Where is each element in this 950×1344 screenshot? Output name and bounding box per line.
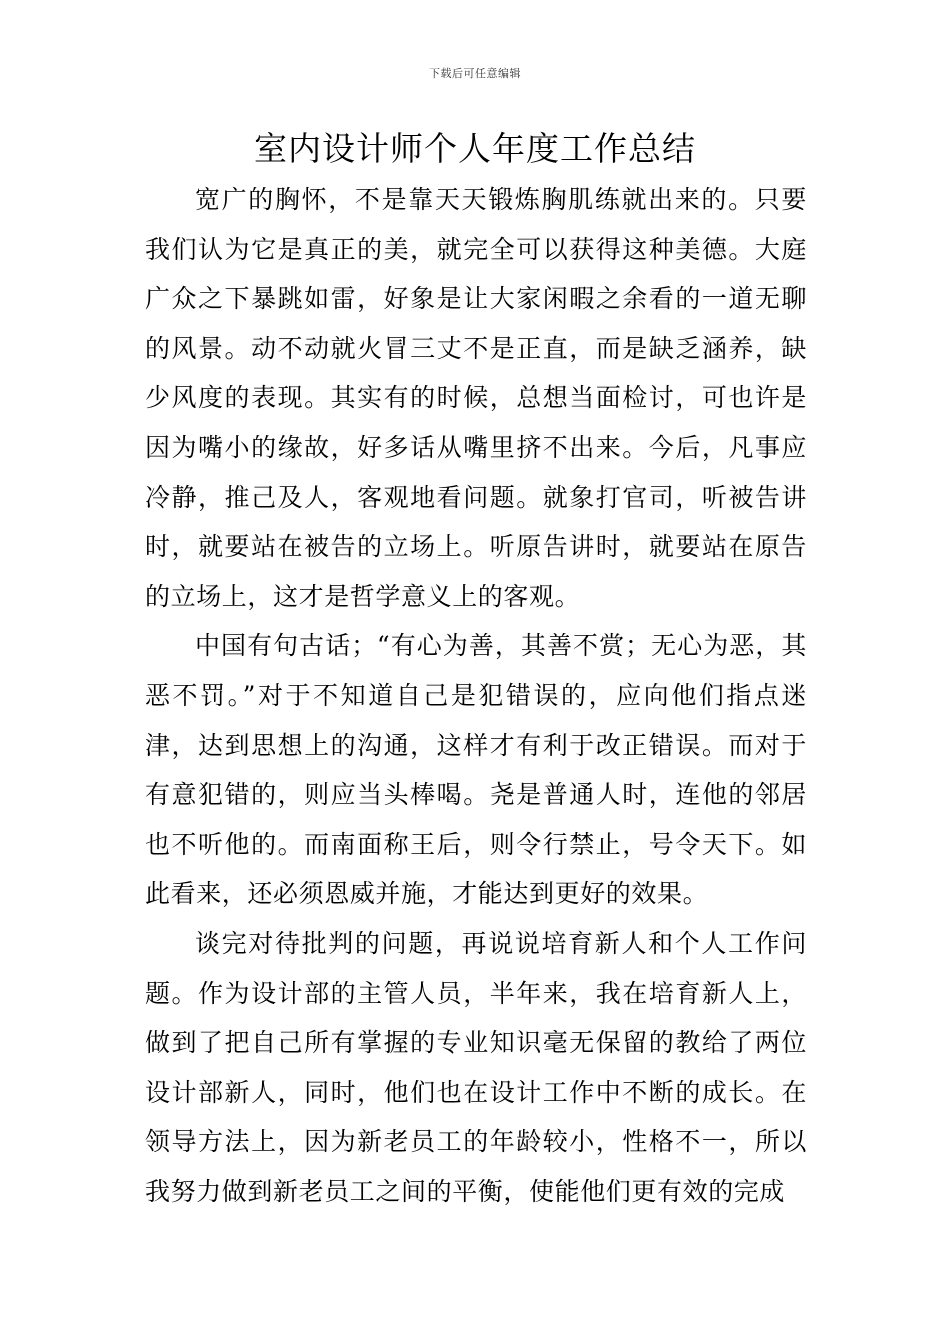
paragraph-2: 中国有句古话；“有心为善，其善不赏；无心为恶，其恶不罚。”对于不知道自己是犯错误的，应向他们指点迷津，达到思想上的沟通，这样才有利于改正错误。而对于有意犯错的，则应当头棒喝。尧是普通人时，连他的邻居也不听他的。而南面称王后，则令行禁止，号令天下。如此看来，还必须恩威并施，才能达到更好的效果。 xyxy=(145,631,807,909)
header-note: 下载后可任意编辑 xyxy=(429,67,521,80)
paragraph-3: 谈完对待批判的问题，再说说培育新人和个人工作问题。作为设计部的主管人员，半年来，我在培育新人上，做到了把自己所有掌握的专业知识毫无保留的教给了两位设计部新人，同时，他们也在设计工作中不断的成长。在领导方法上，因为新老员工的年龄较小，性格不一，所以我努力做到新老员工之间的平衡，使能他们更有效的完成 xyxy=(145,928,807,1206)
document-title: 室内设计师个人年度工作总结 xyxy=(254,129,696,168)
document-body xyxy=(145,175,807,1216)
paragraph-1: 宽广的胸怀，不是靠天天锻炼胸肌练就出来的。只要我们认为它是真正的美，就完全可以获得这种美德。大庭广众之下暴跳如雷，好象是让大家闲暇之余看的一道无聊的风景。动不动就火冒三丈不是正直，而是缺乏涵养，缺少风度的表现。其实有的时候，总想当面检讨，可也许是因为嘴小的缘故，好多话从嘴里挤不出来。今后，凡事应冷静，推己及人，客观地看问题。就象打官司，听被告讲时，就要站在被告的立场上。听原告讲时，就要站在原告的立场上，这才是哲学意义上的客观。 xyxy=(145,185,807,611)
